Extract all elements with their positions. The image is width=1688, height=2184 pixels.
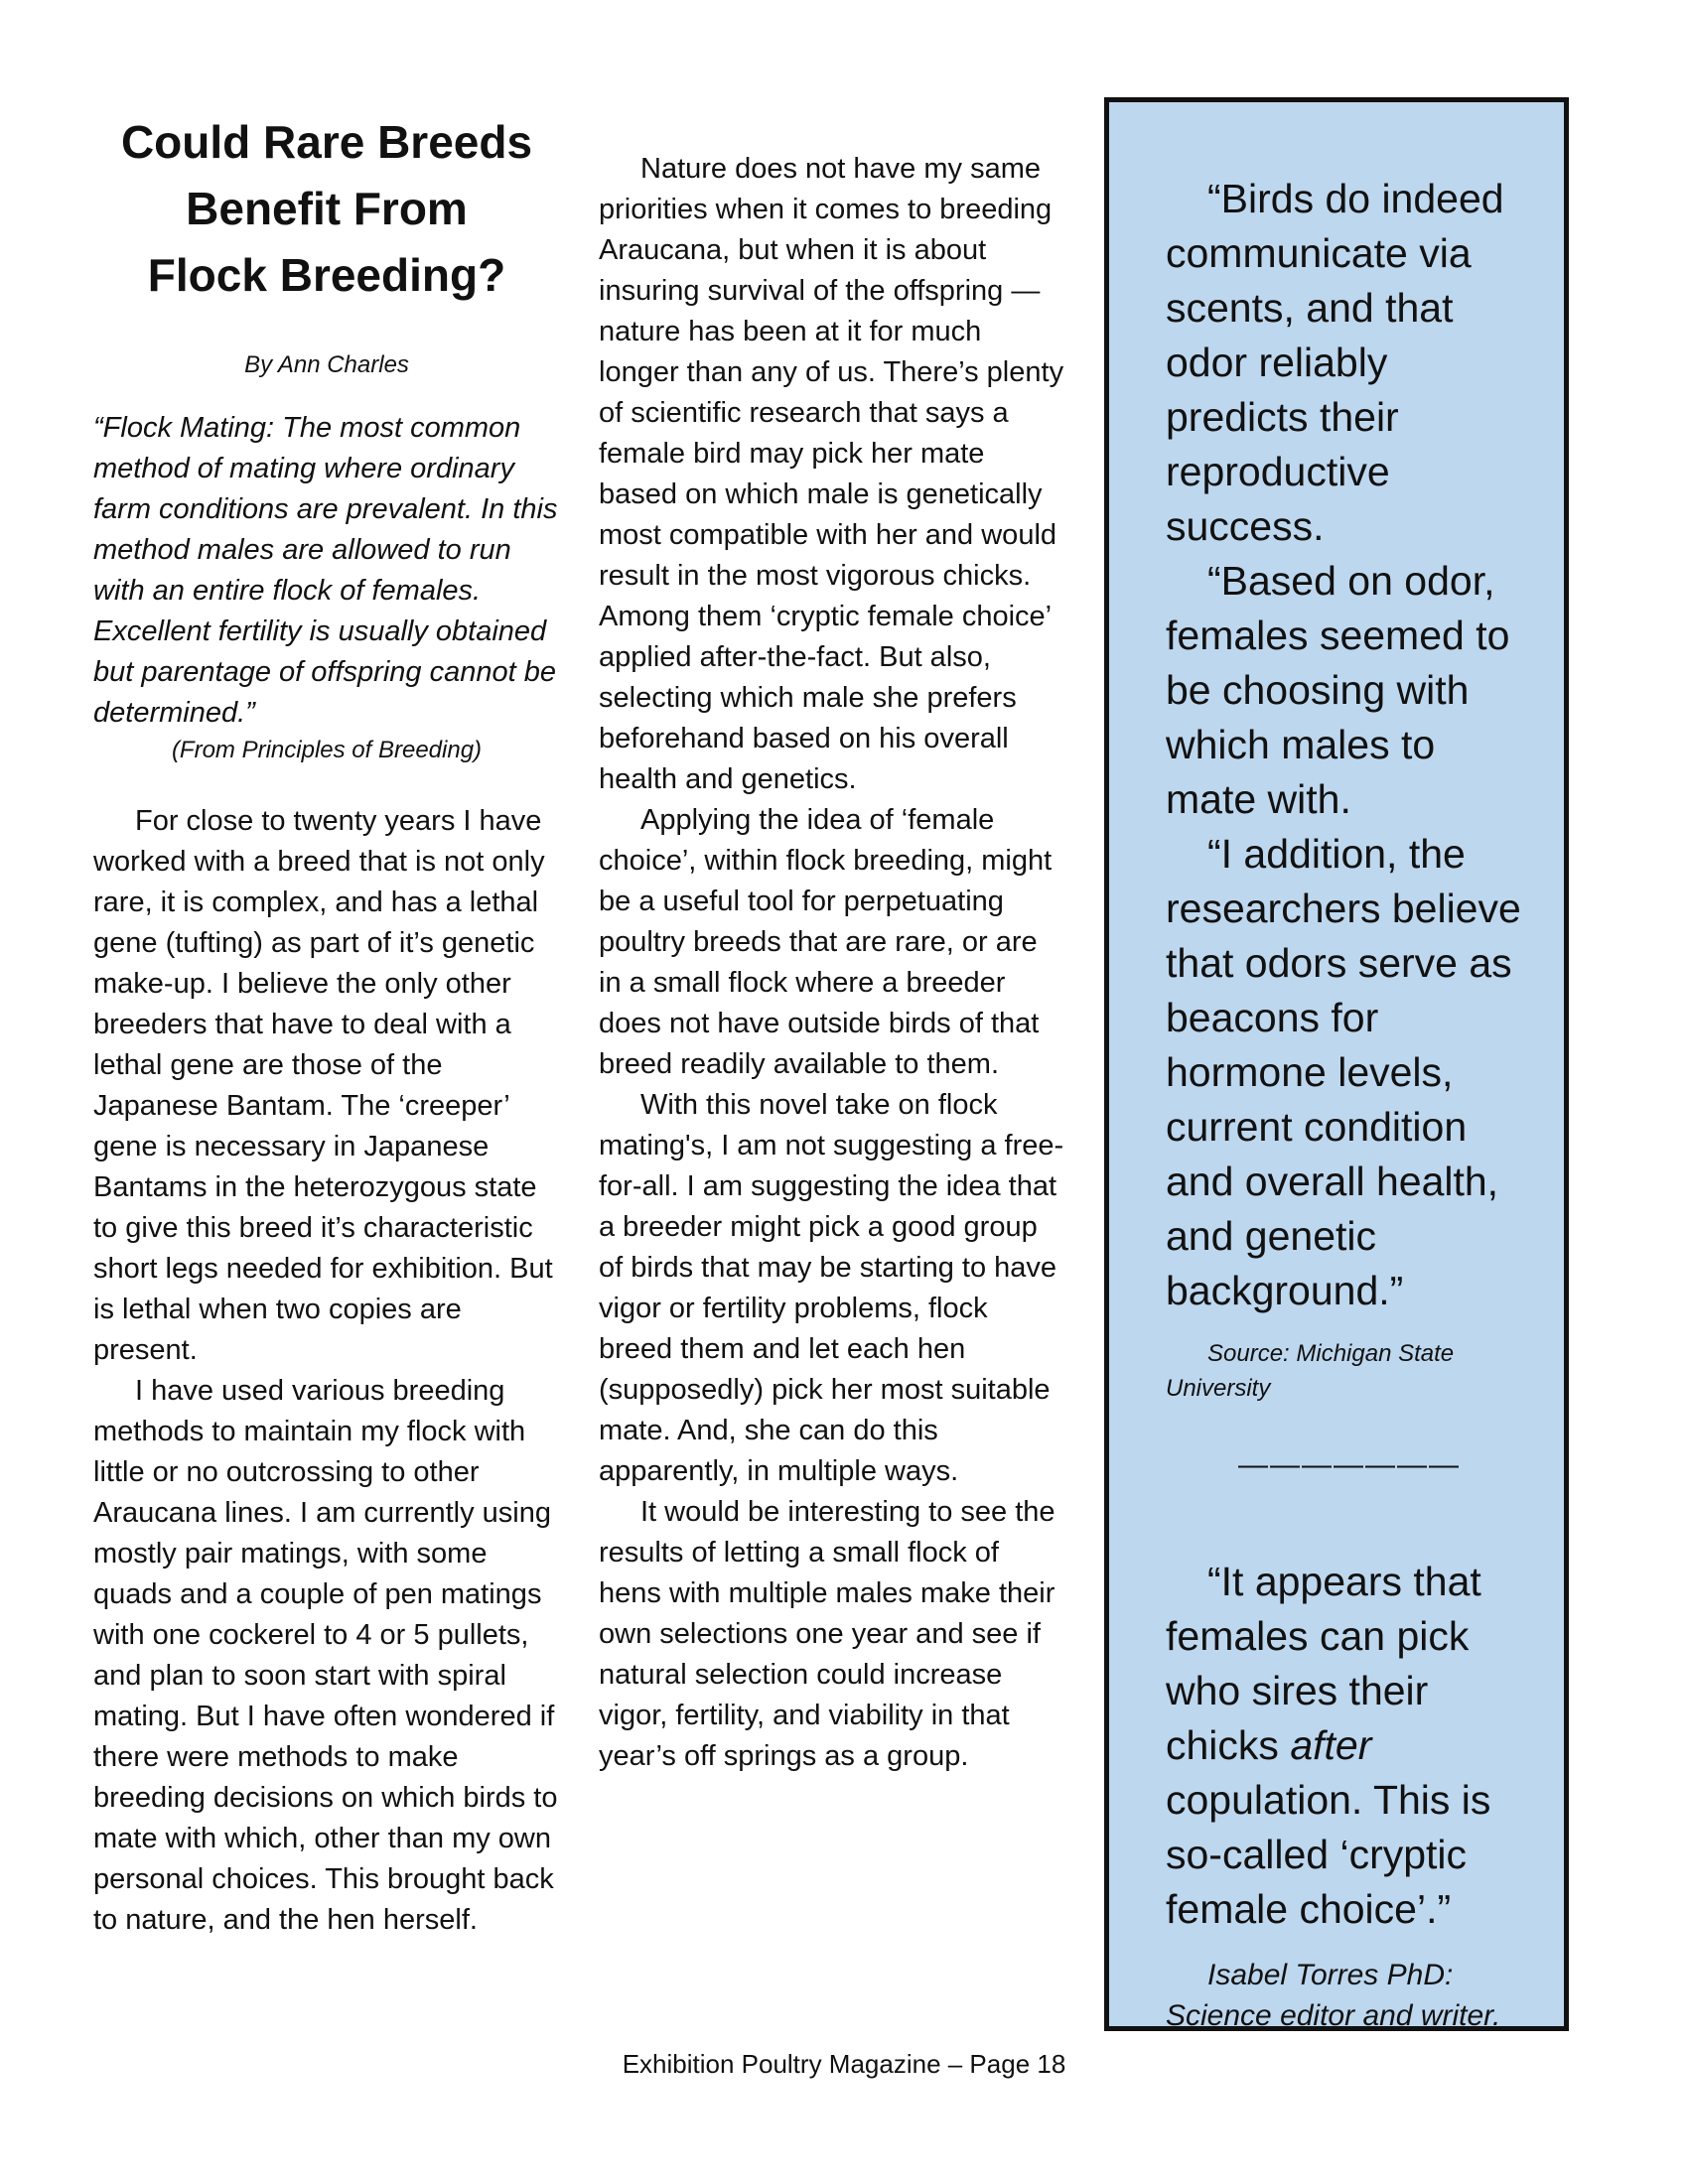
quote-text: copulation. This is so-called ‘cryptic female choice’.” bbox=[1166, 1777, 1491, 1932]
title-line: Benefit From bbox=[186, 183, 468, 234]
paragraph: Applying the idea of ‘female choice’, within flock breeding, might be a useful tool for perpetuating poultry breeds that are rare, or are in a small flock where a breeder does not have outside birds of that breed readily available to them. bbox=[599, 804, 1053, 1080]
quote-text: “It appears that females can pick who sires their chicks bbox=[1166, 1559, 1481, 1768]
sidebar-quote-2 bbox=[1166, 1555, 1533, 1937]
paragraph: For close to twenty years I have worked with a breed that is not only rare, it is complex, and has a lethal gene (tufting) as part of it’s genetic make-up. I believe the only other breeders that have to deal with a lethal gene are those of the Japanese Bantam. The ‘creeper’ gene is necessary in Japanese Bantams in the heterozygous state to give this breed it’s characteristic short legs needed for exhibition. But is lethal when two copies are present. bbox=[93, 805, 553, 1366]
quote-emphasis: after bbox=[1290, 1722, 1372, 1768]
quote-paragraph: “Birds do indeed communicate via scents, and that odor reliably predicts their reproductive success. bbox=[1166, 176, 1504, 549]
page-footer: Exhibition Poultry Magazine – Page 18 bbox=[622, 2049, 1066, 2079]
sidebar-divider: ——————— bbox=[1238, 1448, 1461, 1481]
paragraph: I have used various breeding methods to maintain my flock with little or no outcrossing to other Araucana lines. I am currently using mostly pair matings, with some quads and a couple of pen matings with one cockerel to 4 or 5 pullets, and plan to soon start with spiral mating. But I have often wondered if there were methods to make breeding decisions on which birds to mate with which, other than my own personal choices. This brought back to nature, and the hen herself. bbox=[93, 1375, 558, 1936]
article-title bbox=[93, 109, 560, 309]
paragraph: It would be interesting to see the results of letting a small flock of hens with multiple males make their own selections one year and see if natural selection could increase vigor, fertility, and viability in that year’s off springs as a group. bbox=[599, 1496, 1055, 1772]
article-column-2 bbox=[599, 149, 1065, 1777]
definition-source: (From Principles of Breeding) bbox=[171, 737, 483, 763]
paragraph: With this novel take on flock mating's, I am not suggesting a free-for-all. I am suggesting the idea that a breeder might pick a good group of birds that may be starting to have vigor or fertility problems, flock breed them and let each hen (supposedly) pick her most suitable mate. And, she can do this apparently, in multiple ways. bbox=[599, 1089, 1064, 1487]
byline: By Ann Charles bbox=[244, 351, 409, 378]
quote-paragraph: “I addition, the researchers believe that odors serve as beacons for hormone levels, current condition and overall health, and genetic background.” bbox=[1166, 831, 1521, 1313]
body-text-column-1 bbox=[93, 801, 560, 1941]
article-column-1 bbox=[93, 109, 560, 1941]
sidebar-quote-1 bbox=[1166, 172, 1533, 1318]
quote-sidebar bbox=[1104, 97, 1569, 2031]
quote-1-source: Source: Michigan State University bbox=[1166, 1340, 1455, 1402]
paragraph: Nature does not have my same priorities when it comes to breeding Araucana, but when it is about insuring survival of the offspring — nature has been at it for much longer than any of us. There’s plenty of scientific research that says a female bird may pick her mate based on which male is genetically most compatible with her and would result in the most vigorous chicks. Among them ‘cryptic female choice’ applied after-the-fact. But also, selecting which male she prefers beforehand based on his overall health and genetics. bbox=[599, 153, 1064, 795]
quote-paragraph bbox=[1166, 1555, 1533, 1937]
title-line: Flock Breeding? bbox=[147, 249, 506, 301]
body-text-column-2 bbox=[599, 149, 1065, 1777]
quote-2-source: Isabel Torres PhD: Science editor and writer. bbox=[1166, 1959, 1501, 2032]
definition-quote: “Flock Mating: The most common method of mating where ordinary farm conditions are prevalent. In this method males are allowed to run with an entire flock of females. Excellent fertility is usually obtained but parentage of offspring cannot be determined.” bbox=[93, 412, 558, 729]
sidebar-content bbox=[1166, 172, 1533, 2036]
quote-paragraph: “Based on odor, females seemed to be choosing with which males to mate with. bbox=[1166, 558, 1510, 822]
title-line: Could Rare Breeds bbox=[120, 116, 533, 168]
